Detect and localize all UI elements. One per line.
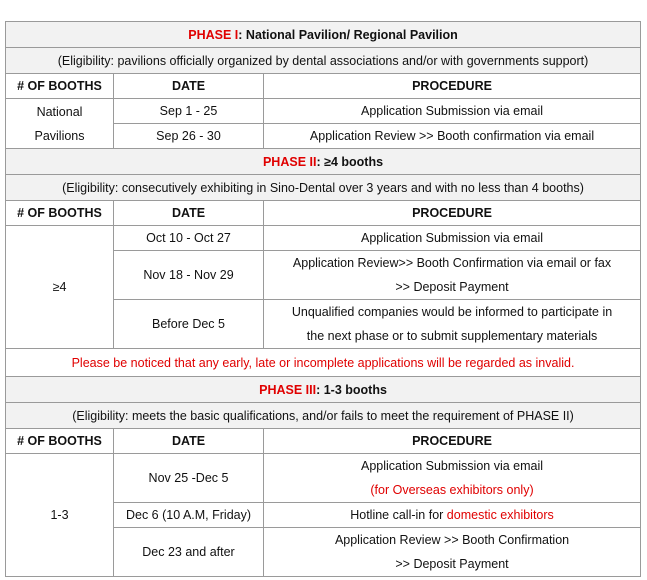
phase3-booths: 1-3 — [6, 454, 114, 577]
registration-schedule-table — [5, 21, 641, 577]
phase3-title-row — [6, 377, 641, 403]
procedure-highlight: domestic exhibitors — [446, 508, 554, 522]
date-cell: Sep 26 - 30 — [114, 124, 264, 149]
phase2-booths: ≥4 — [6, 226, 114, 349]
phase3-title-text: : 1-3 booths — [316, 382, 387, 397]
date-cell: Oct 10 - Oct 27 — [114, 226, 264, 251]
phase2-eligibility-row — [6, 175, 641, 201]
procedure-line-highlight: (for Overseas exhibitors only) — [370, 483, 534, 497]
phase3-eligibility-row — [6, 403, 641, 429]
date-cell: Dec 6 (10 A.M, Friday) — [114, 503, 264, 528]
header-procedure: PROCEDURE — [264, 201, 641, 226]
date-cell: Dec 23 and after — [114, 528, 264, 577]
procedure-cell — [264, 251, 641, 300]
date-cell: Nov 18 - Nov 29 — [114, 251, 264, 300]
phase1-booths-line2: Pavilions — [34, 128, 85, 143]
procedure-cell — [264, 300, 641, 349]
procedure-prefix: Hotline call-in for — [350, 508, 447, 522]
date-cell: Before Dec 5 — [114, 300, 264, 349]
procedure-line: >> Deposit Payment — [395, 280, 509, 294]
table-row — [6, 226, 641, 251]
header-date: DATE — [114, 201, 264, 226]
phase1-title-row — [6, 22, 641, 48]
phase1-title-text: : National Pavilion/ Regional Pavilion — [238, 27, 458, 42]
header-booths: # OF BOOTHS — [6, 429, 114, 454]
procedure-cell — [264, 528, 641, 577]
header-procedure: PROCEDURE — [264, 429, 641, 454]
procedure-cell — [264, 454, 641, 503]
date-cell: Nov 25 -Dec 5 — [114, 454, 264, 503]
table-row — [6, 454, 641, 503]
phase1-eligibility-row — [6, 48, 641, 74]
header-booths: # OF BOOTHS — [6, 74, 114, 99]
phase1-title — [6, 22, 641, 48]
procedure-line: Application Submission via email — [361, 459, 544, 473]
date-cell: Sep 1 - 25 — [114, 99, 264, 124]
procedure-cell: Application Submission via email — [264, 226, 641, 251]
procedure-line: Unqualified companies would be informed to participate in — [291, 305, 613, 319]
header-date: DATE — [114, 429, 264, 454]
notice-row — [6, 349, 641, 377]
phase2-title — [6, 149, 641, 175]
procedure-cell: Application Review >> Booth confirmation via email — [264, 124, 641, 149]
phase1-booths-line1: National — [36, 104, 83, 119]
notice-text: Please be noticed that any early, late or incomplete applications will be regarded as invalid. — [6, 349, 641, 377]
phase1-booths — [6, 99, 114, 149]
phase3-column-headers — [6, 429, 641, 454]
procedure-cell — [264, 503, 641, 528]
procedure-cell: Application Submission via email — [264, 99, 641, 124]
phase3-title — [6, 377, 641, 403]
phase2-title-row — [6, 149, 641, 175]
phase1-eligibility: (Eligibility: pavilions officially organized by dental associations and/or with governments support) — [6, 48, 641, 74]
phase2-title-text: : ≥4 booths — [316, 154, 384, 169]
procedure-line: Application Review>> Booth Confirmation via email or fax — [292, 256, 612, 270]
header-procedure: PROCEDURE — [264, 74, 641, 99]
phase1-column-headers — [6, 74, 641, 99]
header-date: DATE — [114, 74, 264, 99]
procedure-line: >> Deposit Payment — [395, 557, 509, 571]
procedure-line: Application Review >> Booth Confirmation — [334, 533, 570, 547]
phase2-column-headers — [6, 201, 641, 226]
phase2-label: PHASE II — [262, 154, 317, 169]
table-row — [6, 99, 641, 124]
header-booths: # OF BOOTHS — [6, 201, 114, 226]
phase1-label: PHASE I — [188, 27, 239, 42]
procedure-line: the next phase or to submit supplementary materials — [306, 329, 598, 343]
phase2-eligibility: (Eligibility: consecutively exhibiting in Sino-Dental over 3 years and with no less than 4 booths) — [6, 175, 641, 201]
phase3-label: PHASE III — [259, 382, 317, 397]
phase3-eligibility: (Eligibility: meets the basic qualifications, and/or fails to meet the requirement of PHASE II) — [6, 403, 641, 429]
